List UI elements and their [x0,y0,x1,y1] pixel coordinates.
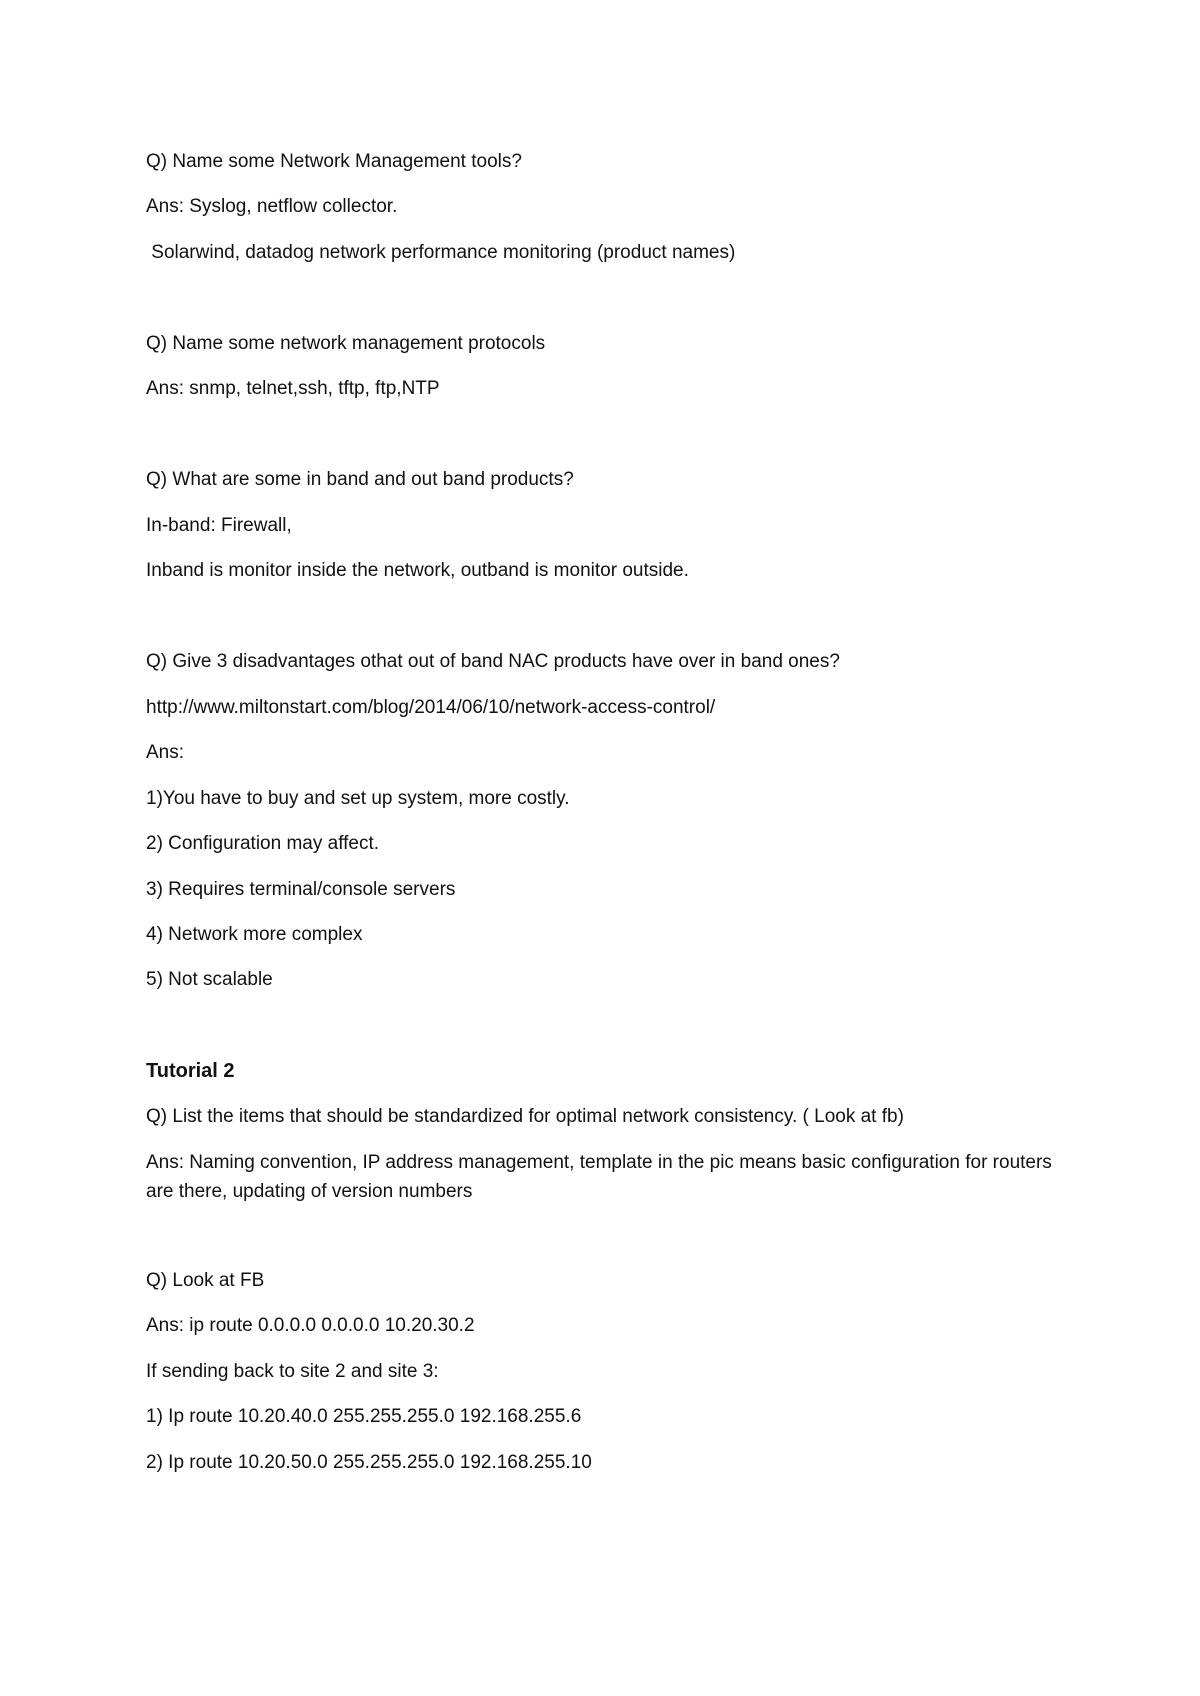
answer-item: 1)You have to buy and set up system, more costly. [146,788,570,809]
question-nac-disadvantages: Q) Give 3 disadvantages othat out of band NAC products have over in band ones? [146,651,840,672]
answer-line: If sending back to site 2 and site 3: [146,1361,439,1382]
question-in-band-out-band: Q) What are some in band and out band products? [146,469,574,490]
answer-paragraph: Ans: Naming convention, IP address management, template in the pic means basic configuration for routers are there, updating of version numbers [146,1152,1052,1202]
question-look-at-fb: Q) Look at FB [146,1270,265,1291]
answer-item: 2) Configuration may affect. [146,833,380,854]
answer-line: Ans: ip route 0.0.0.0 0.0.0.0 10.20.30.2 [146,1315,475,1336]
answer-line: Inband is monitor inside the network, outband is monitor outside. [146,560,689,581]
question-network-management-protocols: Q) Name some network management protocols [146,333,546,354]
answer-item: 3) Requires terminal/console servers [146,879,456,900]
answer-line: Solarwind, datadog network performance monitoring (product names) [146,242,736,263]
answer-item: 2) Ip route 10.20.50.0 255.255.255.0 192.168.255.10 [146,1452,592,1473]
answer-line: In-band: Firewall, [146,515,292,536]
question-standardization: Q) List the items that should be standardized for optimal network consistency. ( Look at fb) [146,1106,904,1127]
answer-item: 4) Network more complex [146,924,363,945]
answer-label: Ans: [146,742,185,763]
answer-line: Ans: Syslog, netflow collector. [146,196,398,217]
reference-url: http://www.miltonstart.com/blog/2014/06/10/network-access-control/ [146,697,716,718]
question-network-management-tools: Q) Name some Network Management tools? [146,151,522,172]
answer-item: 1) Ip route 10.20.40.0 255.255.255.0 192.168.255.6 [146,1406,582,1427]
answer-line: Ans: snmp, telnet,ssh, tftp, ftp,NTP [146,378,440,399]
section-heading: Tutorial 2 [146,1060,235,1082]
answer-item: 5) Not scalable [146,969,273,990]
